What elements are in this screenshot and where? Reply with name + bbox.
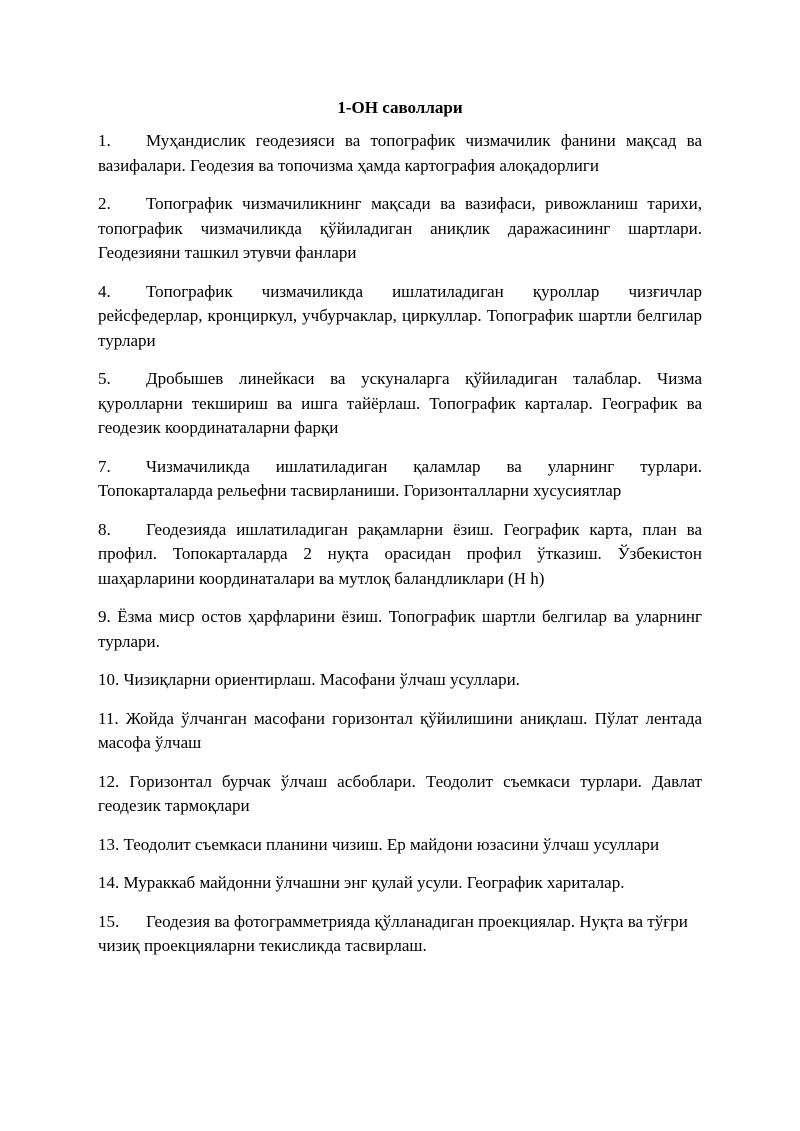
question-item-14 xyxy=(98,871,702,896)
question-item-4 xyxy=(98,280,702,354)
question-text: Ёзма миср остов ҳарфларини ёзиш. Топографик шартли белгилар ва уларнинг турлари. xyxy=(98,607,702,651)
question-item-11 xyxy=(98,707,702,756)
question-number: 1. xyxy=(98,131,111,150)
question-number: 8. xyxy=(98,519,111,539)
question-number: 11. xyxy=(98,708,119,728)
question-item-7 xyxy=(98,455,702,504)
question-number: 5. xyxy=(98,369,111,388)
question-text: Мураккаб майдонни ўлчашни энг қулай усули. Географик хариталар. xyxy=(123,873,625,892)
question-text: Жойда ўлчанган масофани горизонтал қўйилишини аниқлаш. Пўлат лентада масофа ўлчаш xyxy=(98,708,703,752)
question-text: Чизиқларни ориентирлаш. Масофани ўлчаш усуллари. xyxy=(123,670,520,689)
question-item-2 xyxy=(98,192,702,266)
question-number: 14. xyxy=(98,873,120,892)
question-text: Топографик чизмачиликда ишлатиладиган қуроллар чизғичлар рейсфедерлар, кронциркул, учбурчаклар, циркуллар. Топографик шартли белгилар турлари xyxy=(98,281,702,350)
document-page xyxy=(98,96,702,973)
question-number: 9. xyxy=(98,607,111,626)
question-number: 15. xyxy=(98,911,120,931)
question-item-12 xyxy=(98,770,702,819)
question-text: Муҳандислик геодезияси ва топографик чизмачилик фанини мақсад ва вазифалари. Геодезия ва топочизма ҳамда картография алоқадорлиги xyxy=(98,131,702,175)
question-text: Геодезияда ишлатиладиган рақамларни ёзиш. Географик карта, план ва профил. Топокарталарда 2 нуқта орасидан профил ўтказиш. Ўзбекистон шаҳарларини координаталари ва мутлоқ баландликлари (H h) xyxy=(98,519,702,588)
question-text: Топографик чизмачиликнинг мақсади ва вазифаси, ривожланиш тарихи, топографик чизмачиликда қўйиладиган аниқлик даражасининг шартлари. Геодезияни ташкил этувчи фанлари xyxy=(98,194,702,262)
question-number: 2. xyxy=(98,194,111,213)
question-item-13 xyxy=(98,833,702,858)
question-text: Геодезия ва фотограмметрияда қўлланадиган проекциялар. Нуқта ва тўғри чизиқ проекцияларни текисликда тасвирлаш. xyxy=(98,911,688,955)
question-item-10 xyxy=(98,668,702,693)
question-item-15 xyxy=(98,910,702,959)
question-item-1 xyxy=(98,129,702,178)
question-item-5 xyxy=(98,367,702,441)
question-text: Дробышев линейкаси ва ускуналарга қўйиладиган талаблар. Чизма қуролларни текшириш ва ишга тайёрлаш. Топографик карталар. Географик ва геодезик координаталарни фарқи xyxy=(98,369,702,437)
question-number: 10. xyxy=(98,670,120,689)
question-text: Горизонтал бурчак ўлчаш асбоблари. Теодолит съемкаси турлари. Давлат геодезик тармоқлари xyxy=(98,771,702,815)
question-text: Чизмачиликда ишлатиладиган қаламлар ва уларнинг турлари. Топокарталарда рельефни тасвирланиши. Горизонталларни хусусиятлар xyxy=(98,456,702,500)
question-number: 13. xyxy=(98,834,120,854)
question-number: 4. xyxy=(98,281,111,301)
question-number: 12. xyxy=(98,771,120,791)
question-item-9 xyxy=(98,605,702,654)
question-text: Теодолит съемкаси планини чизиш. Ер майдони юзасини ўлчаш усуллари xyxy=(123,834,660,854)
question-number: 7. xyxy=(98,456,111,476)
question-item-8 xyxy=(98,518,702,592)
document-title: 1-ОН саволлари xyxy=(337,98,463,117)
